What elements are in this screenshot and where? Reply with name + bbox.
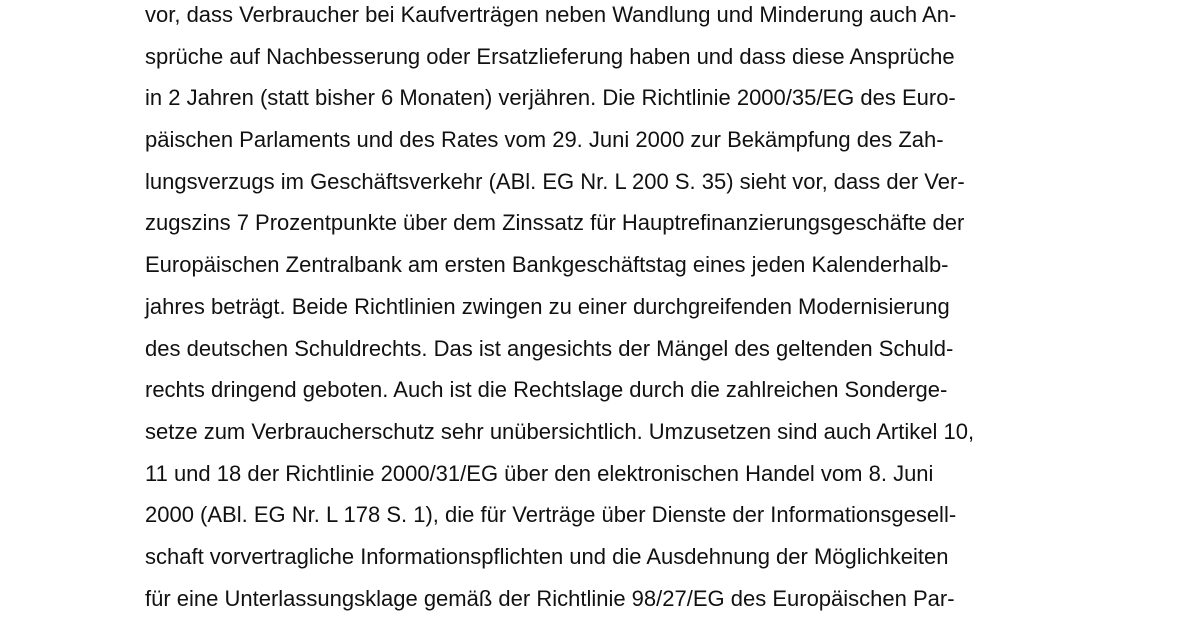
text-line: des deutschen Schuldrechts. Das ist angesichts der Mängel des geltenden Schuld- [145, 335, 954, 361]
text-line: 2000 (ABl. EG Nr. L 178 S. 1), die für Verträge über Dienste der Informationsgesell- [145, 502, 957, 528]
text-line: vor, dass Verbraucher bei Kaufverträgen neben Wandlung und Minderung auch An- [145, 2, 957, 27]
text-line: päischen Parlaments und des Rates vom 29. Juni 2000 zur Bekämpfung des Zah- [145, 127, 944, 153]
text-line: rechts dringend geboten. Auch ist die Rechtslage durch die zahlreichen Sonderge- [145, 377, 948, 403]
text-line: für eine Unterlassungsklage gemäß der Richtlinie 98/27/EG des Europäischen Par- [145, 585, 955, 611]
text-line: schaft vorvertragliche Informationspflichten und die Ausdehnung der Möglichkeiten [145, 543, 949, 569]
text-line: lungsverzugs im Geschäftsverkehr (ABl. EG Nr. L 200 S. 35) sieht vor, dass der Ver- [145, 168, 965, 194]
text-line: sprüche auf Nachbesserung oder Ersatzlieferung haben und dass diese Ansprüche [145, 43, 955, 69]
text-line: jahres beträgt. Beide Richtlinien zwingen zu einer durchgreifenden Modernisierung [145, 293, 950, 319]
text-line: Europäischen Zentralbank am ersten Bankgeschäftstag eines jeden Kalenderhalb- [145, 252, 949, 278]
body-text [145, 0, 1065, 619]
text-line: zugszins 7 Prozentpunkte über dem Zinssatz für Hauptrefinanzierungsgeschäfte der [145, 210, 965, 236]
text-line: in 2 Jahren (statt bisher 6 Monaten) verjähren. Die Richtlinie 2000/35/EG des Euro- [145, 85, 956, 111]
text-line: setze zum Verbraucherschutz sehr unübersichtlich. Umzusetzen sind auch Artikel 10, [145, 418, 975, 444]
text-line: 11 und 18 der Richtlinie 2000/31/EG über den elektronischen Handel vom 8. Juni [145, 460, 934, 486]
